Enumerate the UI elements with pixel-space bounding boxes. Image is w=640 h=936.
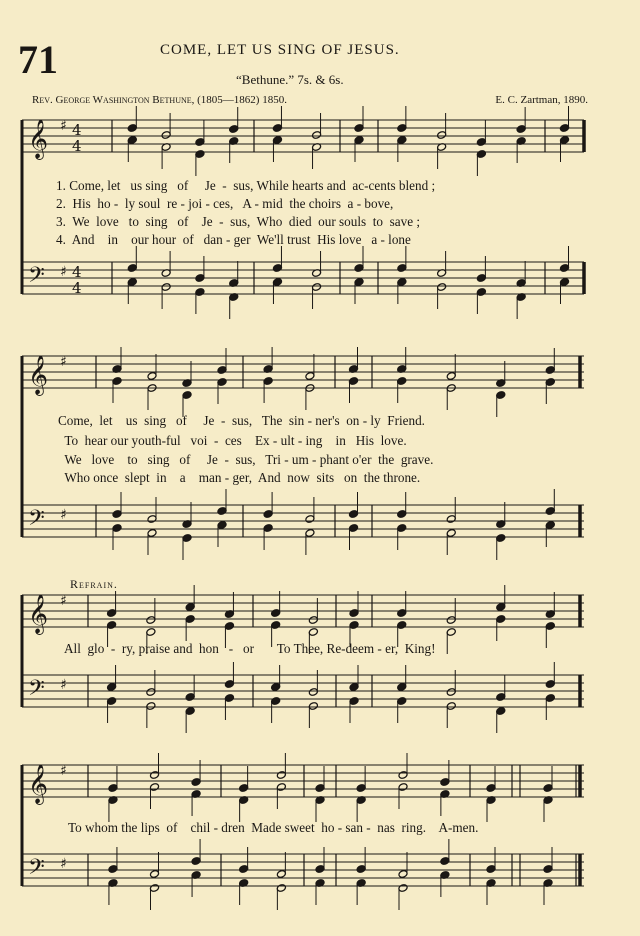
- lyric-line-2-verse-3: We love to sing of Je - sus, Tri - um - phant o'er the grave.: [58, 452, 434, 467]
- system-1-treble-clef: 𝄞: [28, 119, 49, 159]
- system-3-bass-clef: 𝄢: [28, 676, 45, 706]
- system-4-bass-key: ♯: [60, 856, 67, 872]
- lyric-line-1-verse-3: 3. We love to sing of Je - sus, Who died our souls to save ;: [56, 214, 421, 229]
- system-2-treble-clef: 𝄞: [28, 355, 49, 395]
- system-1-bass-time-bottom: 4: [72, 279, 82, 297]
- system-2-bass-key: ♯: [60, 507, 67, 523]
- system-2-bass-clef: 𝄢: [28, 506, 45, 536]
- lyric-line-1-verse-2: 2. His ho - ly soul re - joi - ces, A - mid the choirs a - bove,: [56, 196, 394, 211]
- system-1-bass-key: ♯: [60, 264, 67, 280]
- words-credit: Rev. George Washington Bethune, (1805—1862) 1850.: [32, 94, 287, 106]
- refrain-label: Refrain.: [70, 577, 118, 591]
- hymn-title: COME, LET US SING OF JESUS.: [160, 42, 400, 58]
- system-1-bass-clef: 𝄢: [28, 263, 45, 293]
- system-1-bass-time-top: 4: [72, 263, 82, 281]
- system-3-bass-key: ♯: [60, 677, 67, 693]
- lyric-line-2-verse-1: Come, let us sing of Je - sus, The sin - ner's on - ly Friend.: [58, 413, 425, 428]
- system-3-treble-key: ♯: [60, 593, 67, 609]
- lyric-refrain-2: To whom the lips of chil - dren Made sweet ho - san - nas ring. A-men.: [68, 820, 479, 835]
- lyric-line-1-verse-1: 1. Come, let us sing of Je - sus, While hearts and ac-cents blend ;: [56, 178, 436, 193]
- system-1-time-bottom: 4: [72, 137, 82, 155]
- system-4-treble-key: ♯: [60, 763, 67, 779]
- lyric-line-2-verse-2: To hear our youth-ful voi - ces Ex - ult - ing in His love.: [58, 433, 407, 448]
- lyric-refrain-1: All glo - ry, praise and hon - or To Thee, Re-deem - er, King!: [64, 641, 436, 656]
- lyric-line-1-verse-4: 4. And in our hour of dan - ger We'll trust His love a - lone: [56, 232, 411, 247]
- lyric-line-2-verse-4: Who once slept in a man - ger, And now sits on the throne.: [58, 470, 421, 485]
- system-1-time-top: 4: [72, 121, 82, 139]
- system-3-treble-clef: 𝄞: [28, 594, 49, 634]
- system-4-treble-clef: 𝄞: [28, 764, 49, 804]
- music-credit: E. C. Zartman, 1890.: [495, 94, 588, 106]
- system-1-treble-key: ♯: [60, 118, 67, 134]
- hymn-number: 71: [18, 37, 58, 82]
- system-2-treble-key: ♯: [60, 354, 67, 370]
- tune-name: “Bethune.” 7s. & 6s.: [236, 72, 344, 87]
- system-4-bass-clef: 𝄢: [28, 855, 45, 885]
